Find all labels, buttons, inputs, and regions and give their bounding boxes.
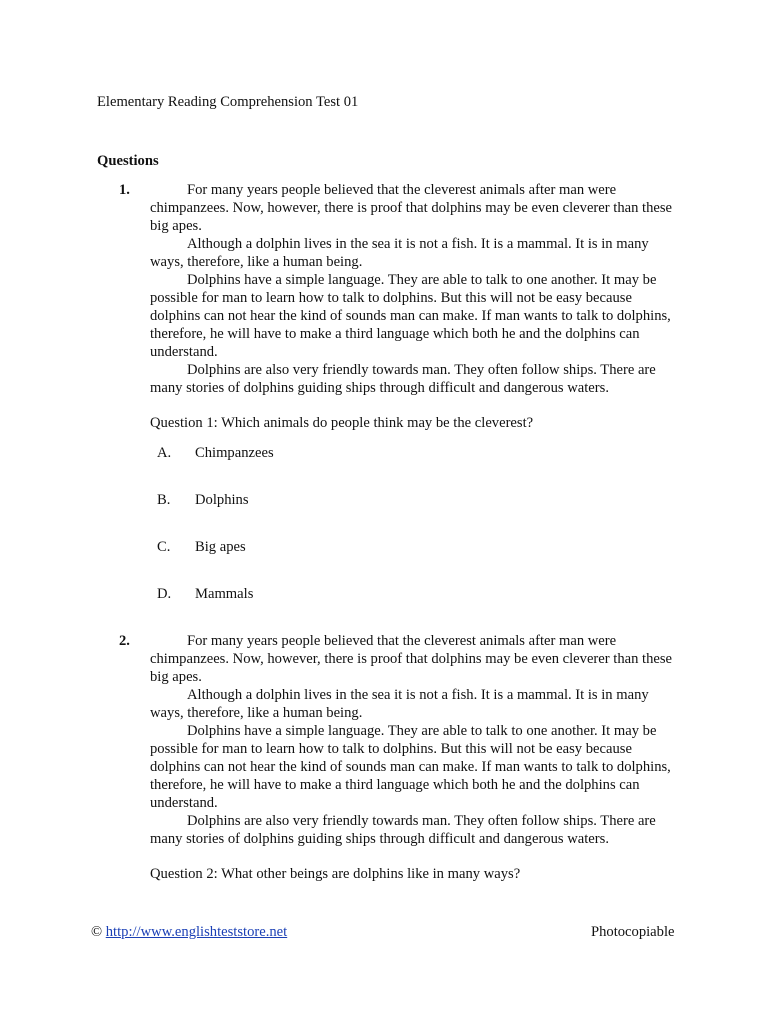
footer-note: Photocopiable	[591, 924, 675, 940]
passage-paragraph: Although a dolphin lives in the sea it is not a fish. It is a mammal. It is in many ways, therefore, like a human being.	[150, 687, 649, 721]
option-letter: A.	[157, 445, 172, 461]
question-number: 2.	[119, 633, 130, 649]
option-letter: D.	[157, 586, 172, 602]
reading-passage	[150, 632, 680, 848]
passage-paragraph: Although a dolphin lives in the sea it is not a fish. It is a mammal. It is in many ways, therefore, like a human being.	[150, 236, 649, 270]
doc-title: Elementary Reading Comprehension Test 01	[97, 94, 359, 110]
option-text: Mammals	[195, 586, 254, 602]
passage-paragraph: Dolphins are also very friendly towards man. They often follow ships. There are many stories of dolphins guiding ships through difficult and dangerous waters.	[150, 362, 656, 396]
question-prompt: Question 2: What other beings are dolphins like in many ways?	[150, 866, 521, 882]
option-letter: C.	[157, 539, 171, 555]
website-link[interactable]: http://www.englishteststore.net	[105, 924, 288, 940]
option-text: Chimpanzees	[195, 445, 274, 461]
passage-paragraph: Dolphins have a simple language. They are able to talk to one another. It may be possible for man to learn how to talk to dolphins. But this will not be easy because dolphins can not hear the kind of sounds man can make. If man wants to talk to dolphins, therefore, he will have to make a third language which both he and the dolphins can understand.	[150, 723, 671, 811]
copyright-symbol: ©	[91, 924, 103, 940]
passage-paragraph: Dolphins are also very friendly towards man. They often follow ships. There are many stories of dolphins guiding ships through difficult and dangerous waters.	[150, 813, 656, 847]
reading-passage	[150, 181, 680, 397]
question-number: 1.	[119, 182, 130, 198]
passage-paragraph: For many years people believed that the cleverest animals after man were chimpanzees. Now, however, there is proof that dolphins may be even cleverer than these big apes.	[150, 633, 673, 685]
option-letter: B.	[157, 492, 171, 508]
option-text: Dolphins	[195, 492, 249, 508]
question-prompt: Question 1: Which animals do people think may be the cleverest?	[150, 415, 534, 431]
passage-paragraph: For many years people believed that the cleverest animals after man were chimpanzees. Now, however, there is proof that dolphins may be even cleverer than these big apes.	[150, 182, 673, 234]
footer-copyright	[91, 923, 287, 941]
option-text: Big apes	[195, 539, 246, 555]
section-heading: Questions	[97, 153, 159, 169]
passage-paragraph: Dolphins have a simple language. They are able to talk to one another. It may be possible for man to learn how to talk to dolphins. But this will not be easy because dolphins can not hear the kind of sounds man can make. If man wants to talk to dolphins, therefore, he will have to make a third language which both he and the dolphins can understand.	[150, 272, 671, 360]
